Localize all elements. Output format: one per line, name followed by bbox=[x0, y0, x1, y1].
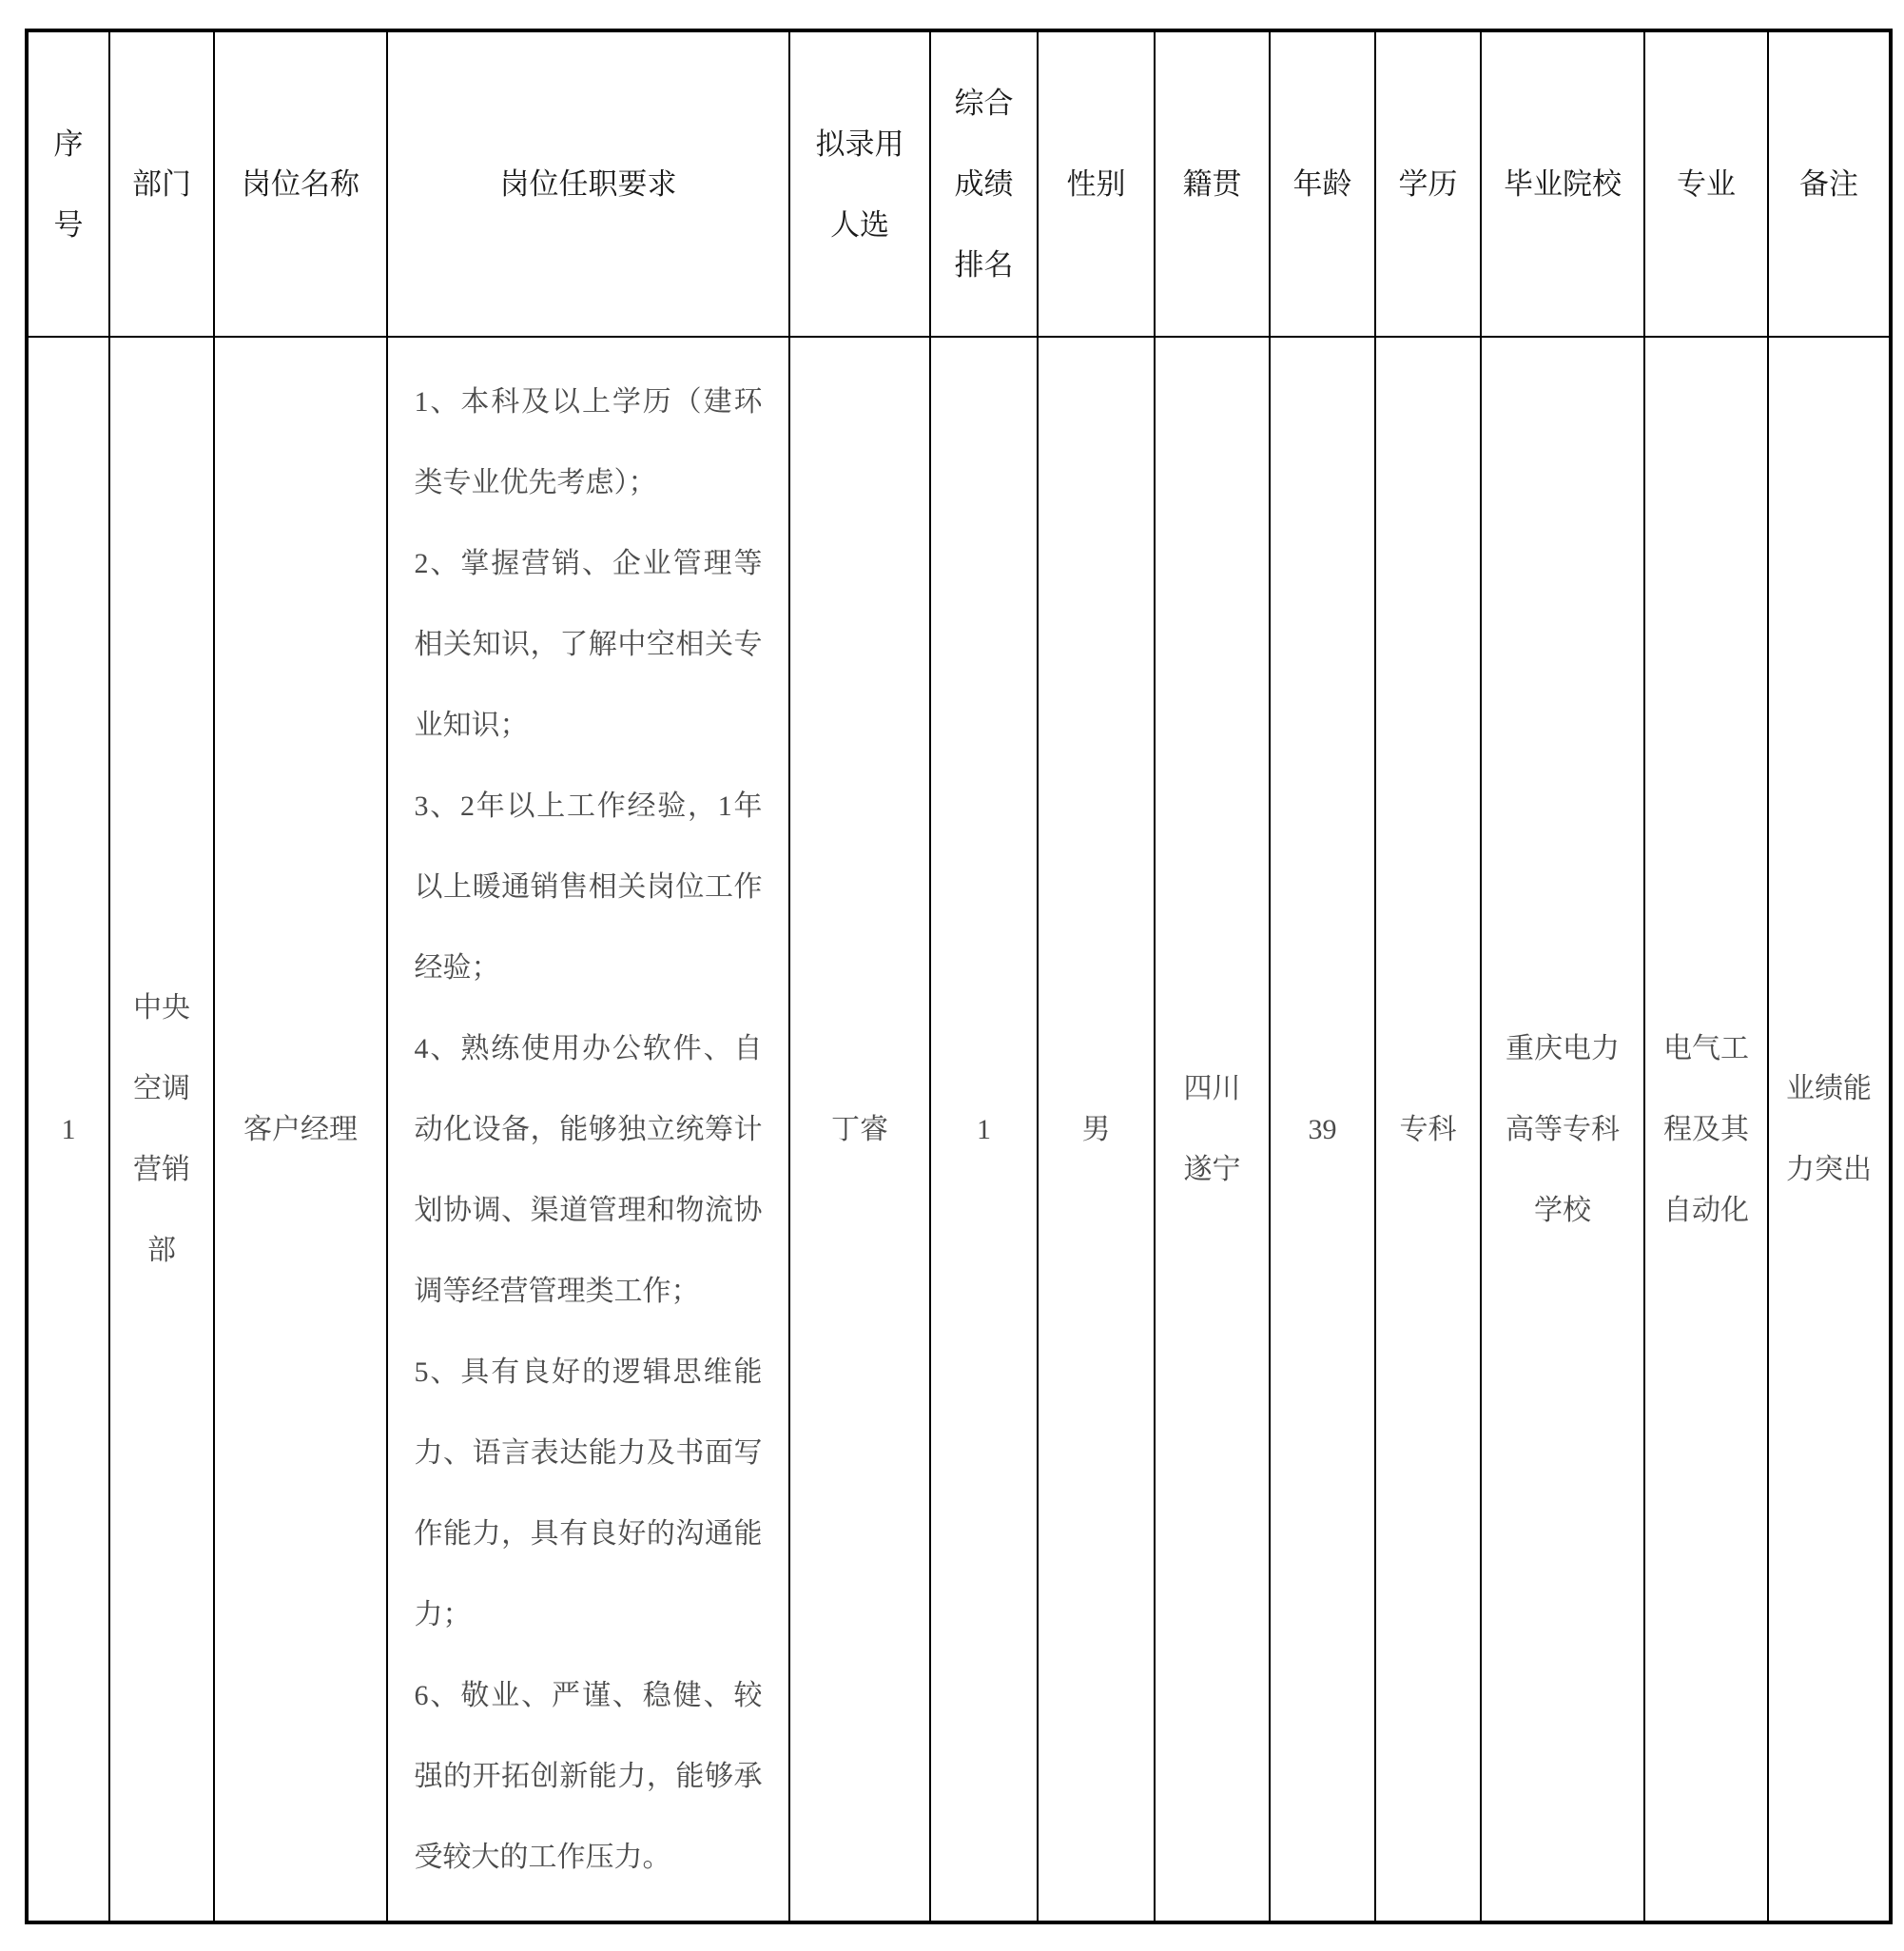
rank-value: 1 bbox=[977, 1113, 991, 1145]
cell-position bbox=[214, 337, 387, 1922]
candidate-value: 丁睿 bbox=[831, 1113, 888, 1145]
header-school bbox=[1481, 30, 1644, 337]
requirement-item: 6、敬业、严谨、稳健、较强的开拓创新能力，能够承受较大的工作压力。 bbox=[414, 1679, 763, 1873]
header-candidate-label: 拟录用人选 bbox=[815, 127, 904, 242]
header-native-place bbox=[1155, 30, 1270, 337]
native-place-value: 四川遂宁 bbox=[1183, 1073, 1241, 1185]
header-serial-label: 序号 bbox=[53, 127, 84, 242]
header-candidate bbox=[789, 30, 930, 337]
cell-candidate bbox=[789, 337, 930, 1922]
department-value: 中央空调营销部 bbox=[133, 992, 190, 1266]
header-remark-label: 备注 bbox=[1799, 167, 1858, 201]
cell-school bbox=[1481, 337, 1644, 1922]
table-header-row bbox=[27, 30, 1891, 337]
header-requirements bbox=[387, 30, 789, 337]
header-department-label: 部门 bbox=[132, 167, 191, 201]
cell-remark bbox=[1768, 337, 1891, 1922]
header-rank bbox=[930, 30, 1038, 337]
header-education bbox=[1375, 30, 1481, 337]
header-education-label: 学历 bbox=[1398, 167, 1458, 201]
cell-major bbox=[1644, 337, 1768, 1922]
header-position-label: 岗位名称 bbox=[242, 167, 359, 201]
header-position bbox=[214, 30, 387, 337]
table-row bbox=[27, 337, 1891, 1922]
cell-department bbox=[109, 337, 214, 1922]
header-age bbox=[1270, 30, 1375, 337]
position-value: 客户经理 bbox=[243, 1113, 358, 1145]
header-department bbox=[109, 30, 214, 337]
header-gender bbox=[1038, 30, 1155, 337]
header-native-place-label: 籍贯 bbox=[1182, 167, 1242, 201]
header-gender-label: 性别 bbox=[1066, 167, 1126, 201]
header-requirements-label: 岗位任职要求 bbox=[499, 167, 677, 201]
requirement-item: 1、本科及以上学历（建环类专业优先考虑）； bbox=[414, 385, 763, 498]
school-value: 重庆电力高等专科学校 bbox=[1506, 1032, 1620, 1226]
header-rank-label: 综合成绩排名 bbox=[954, 87, 1014, 282]
cell-age bbox=[1270, 337, 1375, 1922]
cell-education bbox=[1375, 337, 1481, 1922]
cell-gender bbox=[1038, 337, 1155, 1922]
recruitment-table bbox=[25, 29, 1893, 1924]
age-value: 39 bbox=[1308, 1113, 1337, 1145]
serial-value: 1 bbox=[61, 1113, 76, 1145]
header-school-label: 毕业院校 bbox=[1504, 167, 1622, 201]
header-serial bbox=[27, 30, 109, 337]
requirement-item: 5、具有良好的逻辑思维能力、语言表达能力及书面写作能力，具有良好的沟通能力； bbox=[414, 1356, 763, 1630]
education-value: 专科 bbox=[1399, 1113, 1457, 1145]
cell-rank bbox=[930, 337, 1038, 1922]
requirement-item: 4、熟练使用办公软件、自动化设备，能够独立统筹计划协调、渠道管理和物流协调等经营管理类工作； bbox=[414, 1032, 763, 1307]
remark-value: 业绩能力突出 bbox=[1786, 1073, 1872, 1185]
header-major-label: 专业 bbox=[1677, 167, 1736, 201]
header-major bbox=[1644, 30, 1768, 337]
requirement-item: 2、掌握营销、企业管理等相关知识，了解中空相关专业知识； bbox=[414, 547, 763, 741]
cell-requirements bbox=[387, 337, 789, 1922]
header-age-label: 年龄 bbox=[1292, 167, 1352, 201]
requirements-text bbox=[415, 361, 763, 1898]
cell-native-place bbox=[1155, 337, 1270, 1922]
requirement-item: 3、2年以上工作经验，1年以上暖通销售相关岗位工作经验； bbox=[414, 790, 763, 984]
cell-serial bbox=[27, 337, 109, 1922]
header-remark bbox=[1768, 30, 1891, 337]
gender-value: 男 bbox=[1081, 1113, 1111, 1145]
major-value: 电气工程及其自动化 bbox=[1663, 1032, 1749, 1226]
